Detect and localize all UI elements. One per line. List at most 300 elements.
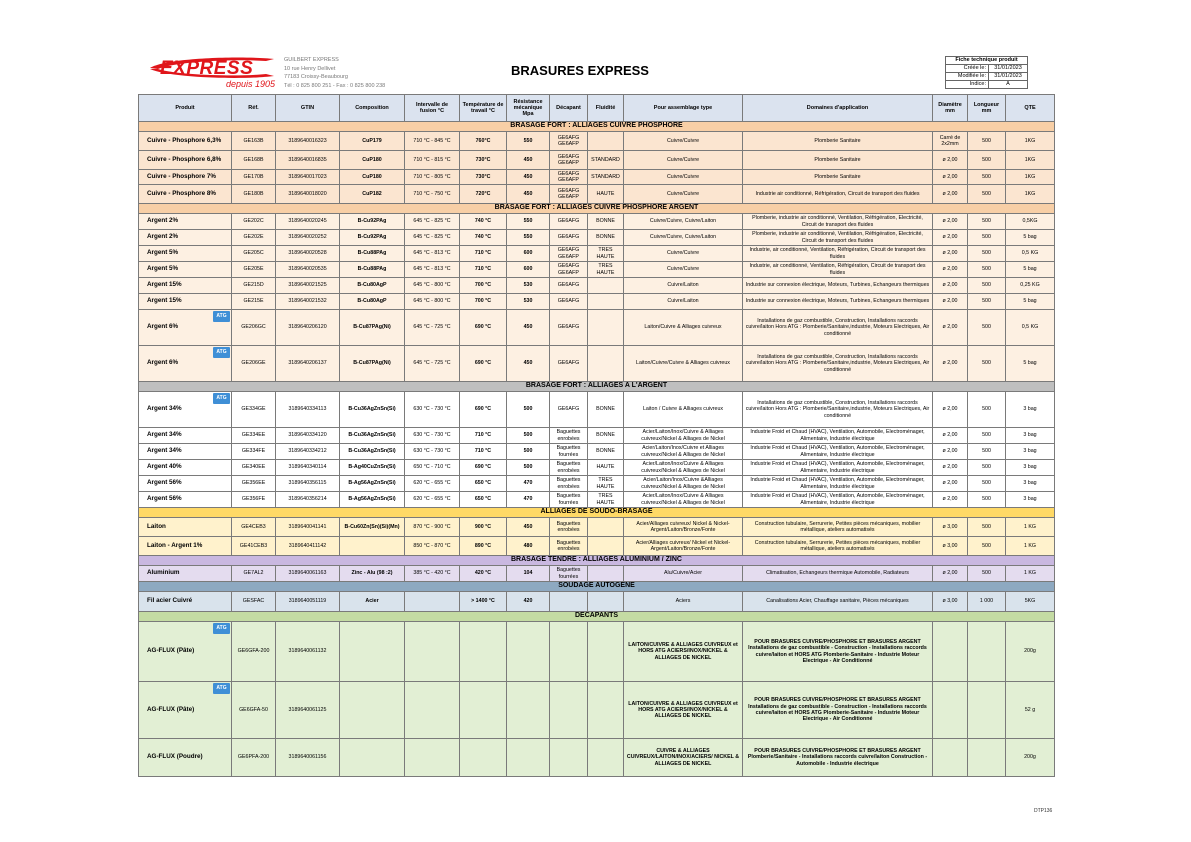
product-table xyxy=(138,94,1055,777)
reference: GE334FE xyxy=(232,444,276,460)
table-row xyxy=(139,246,1055,262)
product-name xyxy=(139,262,232,278)
meta-created: 31/01/2023 xyxy=(989,65,1028,73)
diameter: ø 2,00 xyxy=(933,444,968,460)
working-temp: 700 °C xyxy=(460,278,507,294)
diameter: ø 2,00 xyxy=(933,460,968,476)
length: 500 xyxy=(968,566,1006,582)
product-name xyxy=(139,682,232,739)
composition xyxy=(340,537,405,556)
product-name-text: Laiton xyxy=(147,522,166,530)
mechanical-strength: 450 xyxy=(507,170,550,185)
length: 500 xyxy=(968,460,1006,476)
assembly-type: Cuivre/Cuivre xyxy=(624,132,743,151)
diameter: ø 2,00 xyxy=(933,476,968,492)
fluidity: BONNE xyxy=(588,392,624,428)
reference: GE180B xyxy=(232,185,276,204)
gtin: 3189640041141 xyxy=(276,518,340,537)
table-row xyxy=(139,132,1055,151)
flux: Baguettes enrobées xyxy=(550,537,588,556)
fluidity: TRES HAUTE xyxy=(588,492,624,508)
reference: GE206GE xyxy=(232,346,276,382)
product-name-text: Argent 34% xyxy=(147,447,182,455)
gtin: 3189640340114 xyxy=(276,460,340,476)
assembly-type: LAITON/CUIVRE & ALLIAGES CUIVREUX et HORS ATG ACIERS/INOX/NICKEL & ALLIAGES DE NICKEL xyxy=(624,622,743,682)
flux: GE6AFG GE6AFP xyxy=(550,262,588,278)
diameter: ø 2,00 xyxy=(933,346,968,382)
product-name-text: Argent 5% xyxy=(147,249,179,257)
melting-range: 645 °C - 725 °C xyxy=(405,346,460,382)
table-row xyxy=(139,392,1055,428)
table-row xyxy=(139,537,1055,556)
table-row xyxy=(139,262,1055,278)
gtin: 3189640016323 xyxy=(276,132,340,151)
melting-range: 630 °C - 730 °C xyxy=(405,428,460,444)
applications: Installations de gaz combustible, Construction, Installations raccords cuivre/laiton Hors ATG : Plomberie/Sanitaire,industrie, Moteurs Electriques, Air conditionné xyxy=(743,346,933,382)
melting-range: 870 °C - 900 °C xyxy=(405,518,460,537)
length: 500 xyxy=(968,392,1006,428)
quantity: 5 bag xyxy=(1006,346,1055,382)
assembly-type: Alu/Cuivre/Acier xyxy=(624,566,743,582)
composition xyxy=(340,622,405,682)
working-temp: 690 °C xyxy=(460,310,507,346)
reference: GE168B xyxy=(232,151,276,170)
section-heading: BRASAGE FORT : ALLIAGES CUIVRE PHOSPHORE ARGENT xyxy=(139,204,1055,214)
product-name xyxy=(139,592,232,612)
logo-wordmark: EXPRESS xyxy=(160,58,254,79)
quantity: 3 bag xyxy=(1006,444,1055,460)
fluidity xyxy=(588,739,624,777)
working-temp: 650 °C xyxy=(460,476,507,492)
diameter: ø 3,00 xyxy=(933,592,968,612)
assembly-type: Aciers xyxy=(624,592,743,612)
product-name-text: Argent 2% xyxy=(147,217,179,225)
quantity: 3 bag xyxy=(1006,428,1055,444)
quantity: 1KG xyxy=(1006,151,1055,170)
mechanical-strength: 480 xyxy=(507,537,550,556)
melting-range xyxy=(405,739,460,777)
diameter: ø 3,00 xyxy=(933,518,968,537)
composition: Zinc - Alu (98 :2) xyxy=(340,566,405,582)
length: 500 xyxy=(968,346,1006,382)
diameter: ø 2,00 xyxy=(933,185,968,204)
product-name xyxy=(139,294,232,310)
meta-index: A xyxy=(989,81,1028,89)
working-temp: 710 °C xyxy=(460,262,507,278)
melting-range: 630 °C - 730 °C xyxy=(405,444,460,460)
working-temp: 420 °C xyxy=(460,566,507,582)
working-temp xyxy=(460,682,507,739)
fluidity xyxy=(588,537,624,556)
applications: Industrie air conditionné, Réfrigération, Circuit de transport des fluides xyxy=(743,185,933,204)
fluidity xyxy=(588,622,624,682)
table-row xyxy=(139,592,1055,612)
mechanical-strength: 104 xyxy=(507,566,550,582)
product-name xyxy=(139,214,232,230)
melting-range xyxy=(405,592,460,612)
table-row xyxy=(139,518,1055,537)
flux xyxy=(550,739,588,777)
quantity: 200g xyxy=(1006,739,1055,777)
diameter: ø 2,00 xyxy=(933,566,968,582)
mechanical-strength: 530 xyxy=(507,294,550,310)
composition xyxy=(340,739,405,777)
length: 500 xyxy=(968,310,1006,346)
mechanical-strength: 470 xyxy=(507,492,550,508)
melting-range xyxy=(405,682,460,739)
gtin: 3189640334113 xyxy=(276,392,340,428)
quantity: 5 bag xyxy=(1006,262,1055,278)
melting-range: 620 °C - 655 °C xyxy=(405,492,460,508)
product-name xyxy=(139,278,232,294)
product-name-text: Cuivre - Phosphore 6,3% xyxy=(147,136,222,144)
composition: B-Cu87PAg(Ni) xyxy=(340,346,405,382)
melting-range: 710 °C - 805 °C xyxy=(405,170,460,185)
flux: Baguettes fourrées xyxy=(550,492,588,508)
quantity: 1 KG xyxy=(1006,518,1055,537)
document-code: DTP136 xyxy=(1034,808,1053,814)
mechanical-strength: 420 xyxy=(507,592,550,612)
working-temp: 890 °C xyxy=(460,537,507,556)
working-temp: 700 °C xyxy=(460,294,507,310)
fluidity: STANDARD xyxy=(588,170,624,185)
gtin: 3189640411142 xyxy=(276,537,340,556)
applications: Installations de gaz combustible, Construction, Installations raccords cuivre/laiton Hors ATG : Plomberie/Sanitaire,industrie, Moteurs Electriques, Air conditionné xyxy=(743,310,933,346)
mechanical-strength xyxy=(507,739,550,777)
quantity: 3 bag xyxy=(1006,476,1055,492)
length: 500 xyxy=(968,132,1006,151)
fluidity: BONNE xyxy=(588,230,624,246)
diameter: ø 2,00 xyxy=(933,294,968,310)
applications: Industrie, air conditionné, Ventilation, Réfrigération, Circuit de transport des fluides xyxy=(743,246,933,262)
fluidity: BONNE xyxy=(588,428,624,444)
length: 500 xyxy=(968,492,1006,508)
applications: Industrie Froid et Chaud (HVAC), Ventilation, Automobile, Electroménager, Alimentaire, Industrie électrique xyxy=(743,444,933,460)
composition: CuP182 xyxy=(340,185,405,204)
gtin: 3189640356214 xyxy=(276,492,340,508)
melting-range: 645 °C - 725 °C xyxy=(405,310,460,346)
diameter: Carré de 2x2mm xyxy=(933,132,968,151)
quantity: 1 KG xyxy=(1006,566,1055,582)
table-row xyxy=(139,278,1055,294)
working-temp: 690 °C xyxy=(460,460,507,476)
quantity: 3 bag xyxy=(1006,460,1055,476)
reference: GE4CEB3 xyxy=(232,518,276,537)
product-name xyxy=(139,392,232,428)
assembly-type: Laiton/Cuivre & Alliages cuivreux xyxy=(624,310,743,346)
product-name xyxy=(139,132,232,151)
page-title: BRASURES EXPRESS xyxy=(511,63,649,78)
col-header: Fluidité xyxy=(588,95,624,122)
reference: GE356FE xyxy=(232,492,276,508)
fluidity: BONNE xyxy=(588,214,624,230)
table-row xyxy=(139,294,1055,310)
gtin: 3189640051119 xyxy=(276,592,340,612)
applications: Plomberie, industrie air conditionné, Ventilation, Réfrigération, Electricité, Circuit de transport des fluides xyxy=(743,230,933,246)
working-temp: 740 °C xyxy=(460,214,507,230)
quantity: 1 KG xyxy=(1006,537,1055,556)
table-row xyxy=(139,476,1055,492)
table-row xyxy=(139,310,1055,346)
reference: GE7AL2 xyxy=(232,566,276,582)
composition: B-Ag40CuZnSn(Si) xyxy=(340,460,405,476)
fluidity: TRES HAUTE xyxy=(588,246,624,262)
melting-range: 710 °C - 845 °C xyxy=(405,132,460,151)
quantity: 52 g xyxy=(1006,682,1055,739)
section-heading: BRASAGE FORT : ALLIAGES CUIVRE PHOSPHORE xyxy=(139,122,1055,132)
melting-range: 645 °C - 825 °C xyxy=(405,230,460,246)
assembly-type: Cuivre/Cuivre xyxy=(624,185,743,204)
melting-range: 385 °C - 420 °C xyxy=(405,566,460,582)
length: 500 xyxy=(968,214,1006,230)
section-heading: DECAPANTS xyxy=(139,612,1055,622)
reference: GE205E xyxy=(232,262,276,278)
diameter: ø 2,00 xyxy=(933,278,968,294)
col-header: Température de travail °C xyxy=(460,95,507,122)
atg-certification-icon: ATG xyxy=(213,347,230,358)
melting-range: 710 °C - 815 °C xyxy=(405,151,460,170)
product-name xyxy=(139,246,232,262)
melting-range: 645 °C - 813 °C xyxy=(405,262,460,278)
length: 500 xyxy=(968,476,1006,492)
product-name xyxy=(139,492,232,508)
meta-modified: 31/01/2023 xyxy=(989,73,1028,81)
product-name-text: Laiton - Argent 1% xyxy=(147,541,203,549)
quantity: 3 bag xyxy=(1006,392,1055,428)
flux: GE6AFG xyxy=(550,392,588,428)
assembly-type: Cuivre/Cuivre xyxy=(624,170,743,185)
table-row xyxy=(139,346,1055,382)
reference: GE6PFA-200 xyxy=(232,739,276,777)
length xyxy=(968,622,1006,682)
table-row xyxy=(139,566,1055,582)
company-street: 10 rue Henry Dellivet xyxy=(284,65,336,72)
flux xyxy=(550,592,588,612)
meta-created-label: Créée le: xyxy=(946,65,989,73)
fluidity xyxy=(588,518,624,537)
fluidity xyxy=(588,310,624,346)
table-row xyxy=(139,214,1055,230)
col-header: Réf. xyxy=(232,95,276,122)
table-header-row xyxy=(139,95,1055,122)
mechanical-strength: 550 xyxy=(507,230,550,246)
assembly-type: Laiton / Cuivre & Alliages cuivreux xyxy=(624,392,743,428)
flux: GE6AFG xyxy=(550,310,588,346)
atg-certification-icon: ATG xyxy=(213,623,230,634)
quantity: 0,5KG xyxy=(1006,214,1055,230)
applications: Plomberie Sanitaire xyxy=(743,151,933,170)
reference: GE334GE xyxy=(232,392,276,428)
product-name-text: Argent 6% xyxy=(147,323,179,331)
gtin: 3189640018020 xyxy=(276,185,340,204)
gtin: 3189640061125 xyxy=(276,682,340,739)
mechanical-strength: 600 xyxy=(507,246,550,262)
product-name-text: Argent 6% xyxy=(147,359,179,367)
section-heading: ALLIAGES DE SOUDO-BRASAGE xyxy=(139,508,1055,518)
product-name-text: AG-FLUX (Pâte) xyxy=(147,705,195,713)
assembly-type: CUIVRE & ALLIAGES CUIVREUX/LAITON/INOX/ACIERS/ NICKEL & ALLIAGES DE NICKEL xyxy=(624,739,743,777)
atg-certification-icon: ATG xyxy=(213,683,230,694)
mechanical-strength xyxy=(507,682,550,739)
length: 500 xyxy=(968,278,1006,294)
composition: B-Cu60Zn(Sn)(Si)(Mn) xyxy=(340,518,405,537)
product-name-text: Cuivre - Phosphore 6,8% xyxy=(147,155,222,163)
diameter: ø 2,00 xyxy=(933,246,968,262)
col-header: QTE xyxy=(1006,95,1055,122)
gtin: 3189640061132 xyxy=(276,622,340,682)
product-name xyxy=(139,185,232,204)
flux xyxy=(550,622,588,682)
gtin: 3189640020252 xyxy=(276,230,340,246)
melting-range: 620 °C - 655 °C xyxy=(405,476,460,492)
diameter: ø 3,00 xyxy=(933,537,968,556)
flux xyxy=(550,682,588,739)
reference: GE206GC xyxy=(232,310,276,346)
quantity: 0,5 KG xyxy=(1006,310,1055,346)
diameter: ø 2,00 xyxy=(933,392,968,428)
mechanical-strength: 530 xyxy=(507,278,550,294)
mechanical-strength: 450 xyxy=(507,518,550,537)
assembly-type: Cuivre/Laiton xyxy=(624,294,743,310)
gtin: 3189640021532 xyxy=(276,294,340,310)
quantity: 5 bag xyxy=(1006,230,1055,246)
table-row xyxy=(139,151,1055,170)
flux: GE6AFG xyxy=(550,230,588,246)
mechanical-strength: 500 xyxy=(507,460,550,476)
applications: Construction tubulaire, Serrurerie, Petites pièces mécaniques, mobilier métallique, ateliers automatisés xyxy=(743,537,933,556)
quantity: 0,5 KG xyxy=(1006,246,1055,262)
mechanical-strength: 470 xyxy=(507,476,550,492)
section-heading: BRASAGE FORT : ALLIAGES A L'ARGENT xyxy=(139,382,1055,392)
reference: GE163B xyxy=(232,132,276,151)
diameter: ø 2,00 xyxy=(933,492,968,508)
col-header: Intervalle de fusion °C xyxy=(405,95,460,122)
melting-range: 645 °C - 813 °C xyxy=(405,246,460,262)
composition: Acier xyxy=(340,592,405,612)
product-name xyxy=(139,622,232,682)
applications: Industrie sur connexion électrique, Moteurs, Turbines, Echangeurs thermiques xyxy=(743,278,933,294)
fluidity xyxy=(588,566,624,582)
fluidity: TRES HAUTE xyxy=(588,476,624,492)
working-temp: > 1400 °C xyxy=(460,592,507,612)
flux: Baguettes enrobées xyxy=(550,428,588,444)
product-name xyxy=(139,444,232,460)
product-name xyxy=(139,739,232,777)
composition: CuP180 xyxy=(340,151,405,170)
flux: GE6AFG GE6AFP xyxy=(550,132,588,151)
reference: GE215E xyxy=(232,294,276,310)
logo-since: depuis 1905 xyxy=(226,79,276,89)
mechanical-strength: 550 xyxy=(507,132,550,151)
applications: Industrie Froid et Chaud (HVAC), Ventilation, Automobile, Electroménager, Alimentaire, Industrie électrique xyxy=(743,460,933,476)
working-temp: 900 °C xyxy=(460,518,507,537)
applications: Industrie, air conditionné, Ventilation, Réfrigération, Circuit de transport des fluides xyxy=(743,262,933,278)
quantity: 0,25 KG xyxy=(1006,278,1055,294)
length: 500 xyxy=(968,294,1006,310)
product-name xyxy=(139,230,232,246)
table-row xyxy=(139,185,1055,204)
atg-certification-icon: ATG xyxy=(213,311,230,322)
product-name-text: Argent 34% xyxy=(147,431,182,439)
product-name-text: Cuivre - Phosphore 7% xyxy=(147,172,216,180)
working-temp: 650 °C xyxy=(460,492,507,508)
flux: GE6AFG GE6AFP xyxy=(550,170,588,185)
working-temp: 730°C xyxy=(460,170,507,185)
assembly-type: Cuivre/Cuivre xyxy=(624,151,743,170)
flux: Baguettes enrobées xyxy=(550,460,588,476)
meta-index-label: Indice: xyxy=(946,81,989,89)
melting-range: 645 °C - 825 °C xyxy=(405,214,460,230)
product-name xyxy=(139,518,232,537)
applications: Plomberie Sanitaire xyxy=(743,132,933,151)
gtin: 3189640356115 xyxy=(276,476,340,492)
mechanical-strength: 500 xyxy=(507,428,550,444)
length: 500 xyxy=(968,246,1006,262)
gtin: 3189640061156 xyxy=(276,739,340,777)
melting-range: 645 °C - 800 °C xyxy=(405,294,460,310)
fluidity xyxy=(588,346,624,382)
diameter xyxy=(933,622,968,682)
col-header: Pour assemblage type xyxy=(624,95,743,122)
fluidity: STANDARD xyxy=(588,151,624,170)
gtin: 3189640206137 xyxy=(276,346,340,382)
table-row xyxy=(139,739,1055,777)
applications: Plomberie Sanitaire xyxy=(743,170,933,185)
melting-range: 710 °C - 750 °C xyxy=(405,185,460,204)
gtin: 3189640334212 xyxy=(276,444,340,460)
length xyxy=(968,682,1006,739)
reference: GE215D xyxy=(232,278,276,294)
table-row xyxy=(139,682,1055,739)
assembly-type: Laiton/Cuivre/Cuivre & Alliages cuivreux xyxy=(624,346,743,382)
gtin: 3189640061163 xyxy=(276,566,340,582)
applications: Industrie sur connexion électrique, Moteurs, Turbines, Echangeurs thermiques xyxy=(743,294,933,310)
product-name xyxy=(139,460,232,476)
diameter: ø 2,00 xyxy=(933,428,968,444)
table-row xyxy=(139,444,1055,460)
reference: GE202C xyxy=(232,214,276,230)
reference: GE41CEB3 xyxy=(232,537,276,556)
working-temp: 710 °C xyxy=(460,246,507,262)
composition: CuP180 xyxy=(340,170,405,185)
col-header: Composition xyxy=(340,95,405,122)
melting-range: 630 °C - 730 °C xyxy=(405,392,460,428)
gtin: 3189640020528 xyxy=(276,246,340,262)
melting-range: 650 °C - 710 °C xyxy=(405,460,460,476)
working-temp: 710 °C xyxy=(460,428,507,444)
table-row xyxy=(139,460,1055,476)
diameter xyxy=(933,739,968,777)
mechanical-strength: 550 xyxy=(507,214,550,230)
col-header: Décapant xyxy=(550,95,588,122)
gtin: 3189640016835 xyxy=(276,151,340,170)
assembly-type: Acier/Alliages cuivreux/ Nickel et Nickel-Argent/Laiton/Bronze/Fonte xyxy=(624,537,743,556)
table-row xyxy=(139,170,1055,185)
product-name-text: Cuivre - Phosphore 8% xyxy=(147,189,216,197)
quantity: 1KG xyxy=(1006,170,1055,185)
fluidity xyxy=(588,294,624,310)
gtin: 3189640017023 xyxy=(276,170,340,185)
assembly-type: Cuivre/Laiton xyxy=(624,278,743,294)
mechanical-strength: 450 xyxy=(507,185,550,204)
meta-modified-label: Modifiée le: xyxy=(946,73,989,81)
working-temp: 690 °C xyxy=(460,392,507,428)
applications: Plomberie, industrie air conditionné, Ventilation, Réfrigération, Electricité, Circuit de transport des fluides xyxy=(743,214,933,230)
col-header: Diamètre mm xyxy=(933,95,968,122)
length: 500 xyxy=(968,151,1006,170)
fluidity xyxy=(588,682,624,739)
composition: B-Cu36AgZnSn(Si) xyxy=(340,392,405,428)
